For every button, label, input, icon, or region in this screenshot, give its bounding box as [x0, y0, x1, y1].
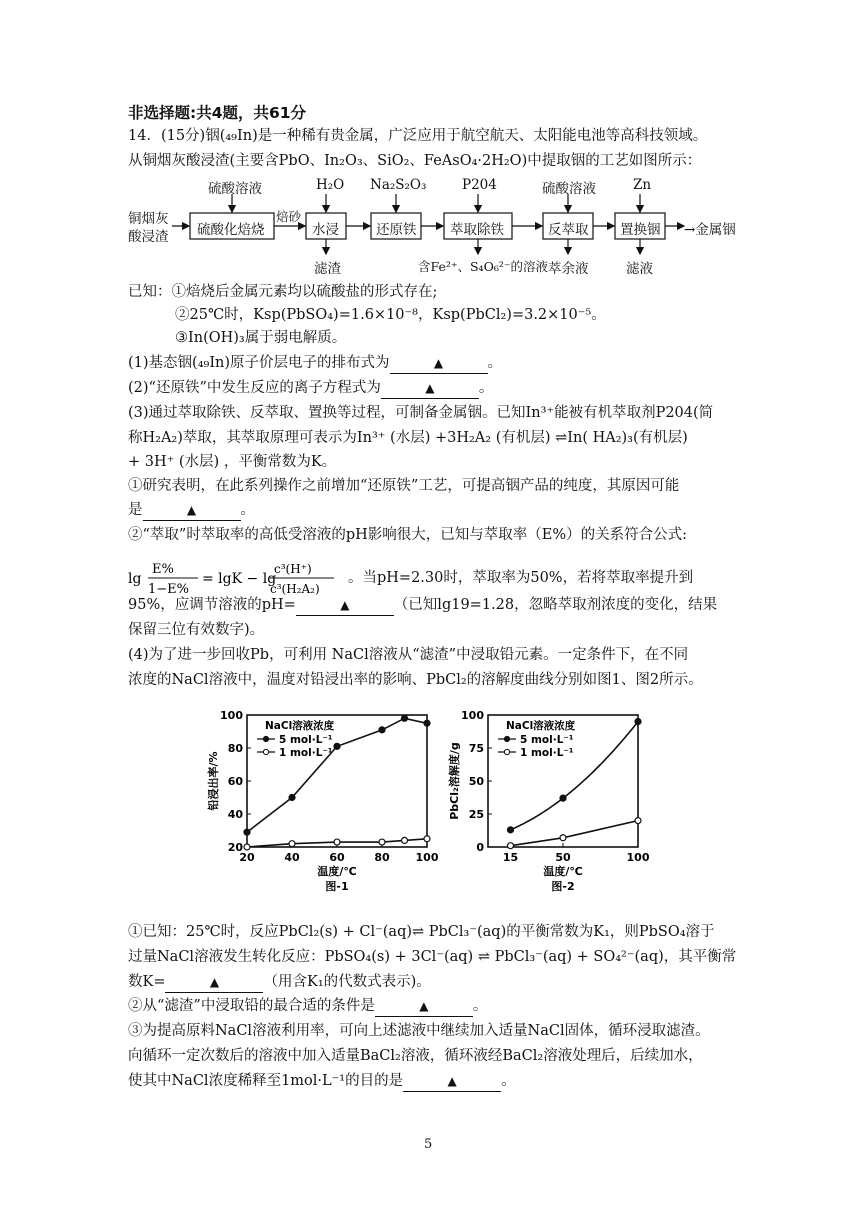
data-point	[424, 836, 430, 842]
data-point	[244, 829, 250, 835]
question-4-line1: (4)为了进一步回收Pb，可利用 NaCl溶液从“滤渣”中浸取铅元素。一定条件下，在不同	[128, 647, 689, 663]
chart-2	[440, 700, 670, 904]
legend-marker	[263, 749, 268, 754]
svg-text:= lgK − lg: = lgK − lg	[202, 571, 277, 587]
q14-intro-line1: 14．(15分)铟(₄₉In)是一种稀有贵金属，广泛应用于航空航天、太阳能电池等高科技领域。	[128, 128, 708, 144]
answer-blank-4a[interactable]: ▲	[165, 972, 263, 993]
known-2: ②25℃时，Ksp(PbSO₄)=1.6×10⁻⁸，Ksp(PbCl₂)=3.2×10⁻⁵。	[175, 307, 606, 323]
known-1: 已知：①焙烧后金属元素均以硫酸盐的形式存在;	[128, 284, 438, 300]
question-4a-line1: ①已知：25℃时，反应PbCl₂(s) + Cl⁻(aq)⇌ PbCl₃⁻(aq)的平衡常数为K₁，则PbSO₄溶于	[128, 924, 715, 940]
answer-blank-4c[interactable]: ▲	[403, 1071, 501, 1092]
question-3b-line4: 保留三位有效数字)。	[128, 622, 265, 638]
y-axis-label: 铅浸出率/%	[207, 751, 220, 811]
y-tick-label: 60	[227, 775, 243, 788]
answer-blank-1[interactable]: ▲	[390, 353, 488, 374]
chart-2-svg	[440, 700, 670, 900]
x-tick-label: 100	[415, 851, 439, 864]
chart-caption: 图-1	[325, 880, 349, 893]
data-point	[508, 827, 514, 833]
flow-input-1: 硫酸溶液	[208, 181, 262, 197]
data-point	[560, 835, 566, 841]
question-4b: ②从“滤渣”中浸取铅的最合适的条件是 ▲ 。	[128, 996, 487, 1017]
known-3: ③In(OH)₃属于弱电解质。	[175, 330, 347, 346]
y-tick-label: 50	[468, 775, 484, 788]
data-point	[289, 795, 295, 801]
data-point	[379, 839, 385, 845]
flow-mid-label: 焙砂	[276, 209, 302, 224]
x-tick-label: 100	[626, 851, 650, 864]
question-3-line2: 称H₂A₂)萃取，其萃取原理可表示为In³⁺ (水层) +3H₂A₂ (有机层) ⇌In( HA₂)₃(有机层)	[128, 430, 688, 446]
chart-1	[195, 700, 445, 904]
x-tick-label: 60	[329, 851, 345, 864]
flow-input-5: 硫酸溶液	[542, 181, 596, 197]
y-tick-label: 100	[461, 709, 484, 722]
x-tick-label: 40	[284, 851, 300, 864]
answer-blank-3a[interactable]: ▲	[143, 500, 241, 521]
data-point	[402, 837, 408, 843]
svg-text:lg: lg	[128, 571, 142, 587]
legend-entry: 5 mol·L⁻¹	[279, 734, 333, 746]
legend-title: NaCl溶液浓度	[265, 720, 335, 732]
answer-blank-3b[interactable]: ▲	[296, 595, 394, 616]
answer-blank-4b[interactable]: ▲	[375, 996, 473, 1017]
x-tick-label: 20	[239, 851, 255, 864]
legend-marker	[263, 736, 268, 741]
x-tick-label: 80	[374, 851, 390, 864]
question-3b-line1: ②“萃取”时萃取率的高低受溶液的pH影响很大，已知与萃取率（E%）的关系符合公式:	[128, 527, 687, 543]
svg-text:c³(H⁺): c³(H⁺)	[274, 562, 312, 576]
y-tick-label: 75	[468, 742, 484, 755]
x-axis-label: 温度/℃	[543, 865, 583, 878]
y-tick-label: 25	[468, 808, 484, 821]
question-3-line3: + 3H⁺ (水层) ，平衡常数为K。	[128, 454, 337, 470]
legend-entry: 5 mol·L⁻¹	[520, 734, 574, 746]
question-4a-line3: 数K= ▲ （用含K₁的代数式表示)。	[128, 972, 431, 993]
data-point	[244, 844, 250, 850]
question-1: (1)基态铟(₄₉In)原子价层电子的排布式为 ▲ 。	[128, 353, 502, 374]
data-point	[560, 795, 566, 801]
q14-intro-line2: 从铜烟灰酸浸渣(主要含PbO、In₂O₃、SiO₂、FeAsO₄·2H₂O)中提取铟的工艺如图所示：	[128, 153, 702, 169]
chart-1-frame	[247, 715, 427, 847]
process-flow-diagram	[128, 175, 738, 275]
question-3-line1: (3)通过萃取除铁、反萃取、置换等过程，可制备金属铟。已知In³⁺能被有机萃取剂P204(简	[128, 405, 714, 421]
flow-product: →金属铟	[684, 222, 736, 238]
svg-text:c³(H₂A₂): c³(H₂A₂)	[270, 582, 320, 596]
y-tick-label: 80	[227, 742, 243, 755]
x-tick-label: 15	[502, 851, 519, 864]
question-3b-formula-line: lg E% 1−E% = lgK − lg c³(H⁺) c³(H₂A₂) 。当pH=2.30时，萃取率为50%，若将萃取率提升到	[128, 556, 693, 600]
legend-entry: 1 mol·L⁻¹	[279, 747, 333, 759]
flow-input-2: H₂O	[316, 177, 345, 193]
data-point	[635, 818, 641, 824]
data-point	[289, 841, 295, 847]
page-number: 5	[424, 1137, 433, 1152]
chart-caption: 图-2	[551, 880, 575, 893]
flow-output-1: 滤渣	[314, 261, 341, 277]
flow-step-6: 置换铟	[620, 222, 661, 238]
flow-step-3: 还原铁	[376, 222, 417, 238]
data-point	[635, 719, 641, 725]
flow-start-line2: 酸浸渣	[128, 229, 169, 245]
series-line-2	[511, 821, 639, 846]
flow-start-line1: 铜烟灰	[128, 211, 169, 227]
question-3b-line3: 95%，应调节溶液的pH= ▲ （已知lg19=1.28，忽略萃取剂浓度的变化，结果	[128, 595, 717, 616]
question-4-line2: 浓度的NaCl溶液中，温度对铅浸出率的影响、PbCl₂的溶解度曲线分别如图1、图2所示。	[128, 672, 703, 688]
y-tick-label: 20	[227, 841, 243, 854]
legend-title: NaCl溶液浓度	[506, 720, 576, 732]
data-point	[334, 839, 340, 845]
question-4c-line3: 使其中NaCl浓度稀释至1mol·L⁻¹的目的是 ▲ 。	[128, 1071, 516, 1092]
formula-image	[128, 556, 348, 600]
y-tick-label: 40	[227, 808, 243, 821]
flow-output-3: 萃余液	[548, 261, 589, 277]
data-point	[334, 743, 340, 749]
question-3a-line1: ①研究表明，在此系列操作之前增加“还原铁”工艺，可提高铟产品的纯度，其原因可能	[128, 478, 680, 494]
series-line-1	[247, 718, 427, 832]
flow-step-1: 硫酸化焙烧	[197, 222, 265, 238]
chart-1-svg	[195, 700, 445, 900]
svg-text:E%: E%	[152, 562, 174, 577]
x-axis-label: 温度/℃	[317, 865, 357, 878]
legend-marker	[504, 749, 509, 754]
flow-output-4: 滤液	[626, 261, 653, 277]
flow-step-5: 反萃取	[548, 222, 589, 238]
data-point	[508, 843, 514, 849]
question-3a-line2: 是 ▲ 。	[128, 500, 255, 521]
section-title: 非选择题:共4题，共61分	[128, 104, 307, 122]
data-point	[379, 727, 385, 733]
legend-entry: 1 mol·L⁻¹	[520, 747, 574, 759]
question-4c-line1: ③为提高原料NaCl溶液利用率，可向上述滤液中继续加入适量NaCl固体，循环浸取滤渣。	[128, 1023, 710, 1039]
question-4a-line2: 过量NaCl溶液发生转化反应：PbSO₄(s) + 3Cl⁻(aq) ⇌ PbCl₃⁻(aq) + SO₄²⁻(aq)，其平衡常	[128, 949, 737, 965]
flow-step-4: 萃取除铁	[450, 222, 504, 238]
data-point	[402, 715, 408, 721]
x-tick-label: 50	[555, 851, 571, 864]
question-4c-line2: 向循环一定次数后的溶液中加入适量BaCl₂溶液，循环液经BaCl₂溶液处理后，后续加水，	[128, 1048, 703, 1064]
y-axis-label: PbCl₂溶解度/g	[448, 742, 461, 820]
flow-step-2: 水浸	[312, 222, 339, 238]
svg-text:1−E%: 1−E%	[148, 582, 190, 597]
answer-blank-2[interactable]: ▲	[381, 378, 479, 399]
y-tick-label: 100	[220, 709, 243, 722]
legend-marker	[504, 736, 509, 741]
y-tick-label: 0	[476, 841, 484, 854]
flow-output-2: 含Fe²⁺、S₄O₆²⁻的溶液	[418, 259, 548, 274]
data-point	[424, 720, 430, 726]
flow-input-3: Na₂S₂O₃	[370, 177, 427, 193]
flow-input-6: Zn	[633, 177, 652, 193]
question-2: (2)“还原铁”中发生反应的离子方程式为 ▲ 。	[128, 378, 493, 399]
flow-input-4: P204	[462, 177, 497, 193]
